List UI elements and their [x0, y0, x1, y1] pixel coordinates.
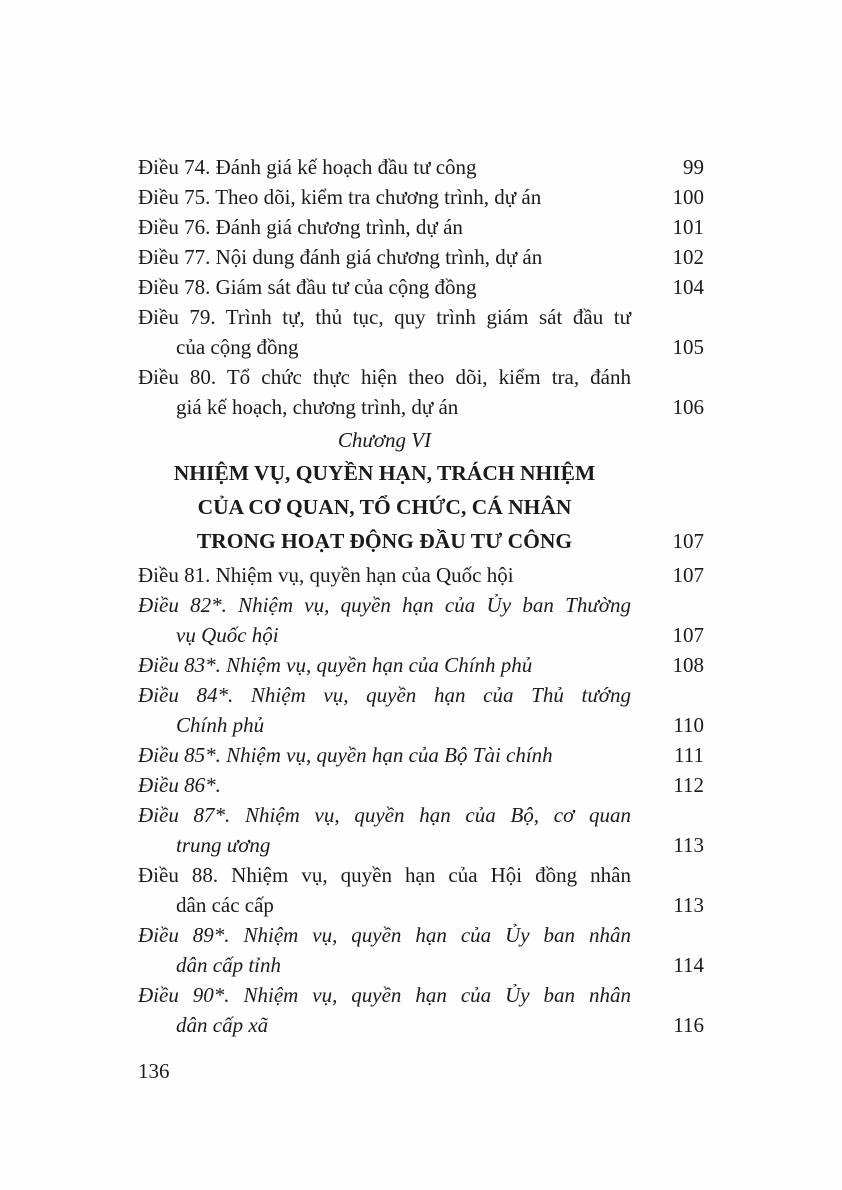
toc-entry [138, 272, 704, 302]
chapter-title-line: CỦA CƠ QUAN, TỔ CHỨC, CÁ NHÂN [197, 495, 572, 519]
toc-page-number: 111 [674, 743, 704, 767]
toc-entry-text [138, 650, 631, 680]
chapter-heading-text [138, 424, 631, 558]
toc-entry-line: giá kế hoạch, chương trình, dự án [176, 395, 459, 419]
toc-entry-line: Điều 86*. [138, 773, 221, 797]
toc-entry-text [138, 212, 631, 242]
toc-entry-line: trung ương [176, 833, 271, 857]
toc-entry-text [138, 242, 631, 272]
toc-entry-text [138, 800, 631, 860]
toc-entry-line: Điều 85*. Nhiệm vụ, quyền hạn của Bộ Tài chính [138, 743, 553, 767]
toc-page-number: 107 [672, 529, 704, 553]
toc-entry [138, 980, 704, 1040]
toc-page-number: 113 [673, 833, 704, 857]
toc-entry-line: Điều 88. Nhiệm vụ, quyền hạn của Hội đồng nhân [138, 863, 631, 887]
toc-page-number: 107 [672, 623, 704, 647]
toc-page-number: 105 [672, 335, 704, 359]
toc-entry [138, 560, 704, 590]
toc-entry [138, 680, 704, 740]
toc-entry [138, 800, 704, 860]
toc-entry-line: Điều 87*. Nhiệm vụ, quyền hạn của Bộ, cơ quan [138, 803, 631, 827]
toc-entry-line: vụ Quốc hội [176, 623, 279, 647]
toc-entry [138, 242, 704, 272]
toc-page-number: 101 [672, 215, 704, 239]
toc-entry-line: Chính phủ [176, 713, 265, 737]
toc-entry-line: Điều 78. Giám sát đầu tư của cộng đồng [138, 275, 477, 299]
toc-entry-line: Điều 90*. Nhiệm vụ, quyền hạn của Ủy ban nhân [138, 983, 631, 1007]
toc-entry-line: Điều 81. Nhiệm vụ, quyền hạn của Quốc hội [138, 563, 514, 587]
toc-entry [138, 362, 704, 422]
toc-entry-text [138, 590, 631, 650]
toc-page-number: 104 [672, 275, 704, 299]
toc-entry [138, 740, 704, 770]
toc-entry-line: Điều 79. Trình tự, thủ tục, quy trình giám sát đầu tư [138, 305, 631, 329]
toc-entry [138, 302, 704, 362]
toc-entry-line: dân cấp tỉnh [176, 953, 281, 977]
toc-entry [138, 860, 704, 920]
toc-page-number: 102 [672, 245, 704, 269]
toc-page-number: 114 [673, 953, 704, 977]
toc-entry-line: Điều 77. Nội dung đánh giá chương trình, dự án [138, 245, 543, 269]
toc-page-number: 100 [672, 185, 704, 209]
toc-entry [138, 590, 704, 650]
toc-entry [138, 152, 704, 182]
toc-entry-line: dân cấp xã [176, 1013, 269, 1037]
toc-entry-text [138, 770, 631, 800]
toc-page-number: 116 [673, 1013, 704, 1037]
toc-entry [138, 650, 704, 680]
toc-page-number: 99 [683, 155, 704, 179]
toc-page-number: 106 [672, 395, 704, 419]
toc-page-number: 113 [673, 893, 704, 917]
toc-entry [138, 770, 704, 800]
toc-entry [138, 212, 704, 242]
toc-page-number: 107 [672, 563, 704, 587]
toc-entry-text [138, 680, 631, 740]
toc-page-number: 108 [672, 653, 704, 677]
toc-entry-text [138, 362, 631, 422]
toc-page-number: 112 [673, 773, 704, 797]
toc-entry-text [138, 860, 631, 920]
toc-entry-line: Điều 80. Tổ chức thực hiện theo dõi, kiểm tra, đánh [138, 365, 631, 389]
toc-entry-line: Điều 75. Theo dõi, kiểm tra chương trình, dự án [138, 185, 542, 209]
chapter-title-line: TRONG HOẠT ĐỘNG ĐẦU TƯ CÔNG [196, 529, 573, 553]
toc-entry-line: Điều 82*. Nhiệm vụ, quyền hạn của Ủy ban Thường [138, 593, 631, 617]
toc-entry-line: Điều 89*. Nhiệm vụ, quyền hạn của Ủy ban nhân [138, 923, 631, 947]
chapter-heading [138, 424, 704, 558]
toc-entry-text [138, 182, 631, 212]
toc-entry-text [138, 980, 631, 1040]
toc-entry [138, 920, 704, 980]
toc-entry-text [138, 560, 631, 590]
toc-entry-line: của cộng đồng [176, 335, 299, 359]
toc-entry-line: Điều 83*. Nhiệm vụ, quyền hạn của Chính phủ [138, 653, 533, 677]
toc-page-number: 110 [673, 713, 704, 737]
toc-entry-text [138, 272, 631, 302]
toc-entry-text [138, 920, 631, 980]
toc-entry-line: Điều 76. Đánh giá chương trình, dự án [138, 215, 463, 239]
toc-entry-text [138, 152, 631, 182]
chapter-title-line: NHIỆM VỤ, QUYỀN HẠN, TRÁCH NHIỆM [173, 461, 596, 485]
toc-entry-line: Điều 84*. Nhiệm vụ, quyền hạn của Thủ tướng [138, 683, 631, 707]
toc-entry-line: dân các cấp [176, 893, 274, 917]
footer-page-number: 136 [138, 1059, 170, 1083]
toc-entry [138, 182, 704, 212]
toc-entry-text [138, 740, 631, 770]
table-of-contents [138, 152, 704, 1040]
chapter-label: Chương VI [337, 428, 432, 452]
toc-entry-line: Điều 74. Đánh giá kế hoạch đầu tư công [138, 155, 477, 179]
toc-entry-text [138, 302, 631, 362]
